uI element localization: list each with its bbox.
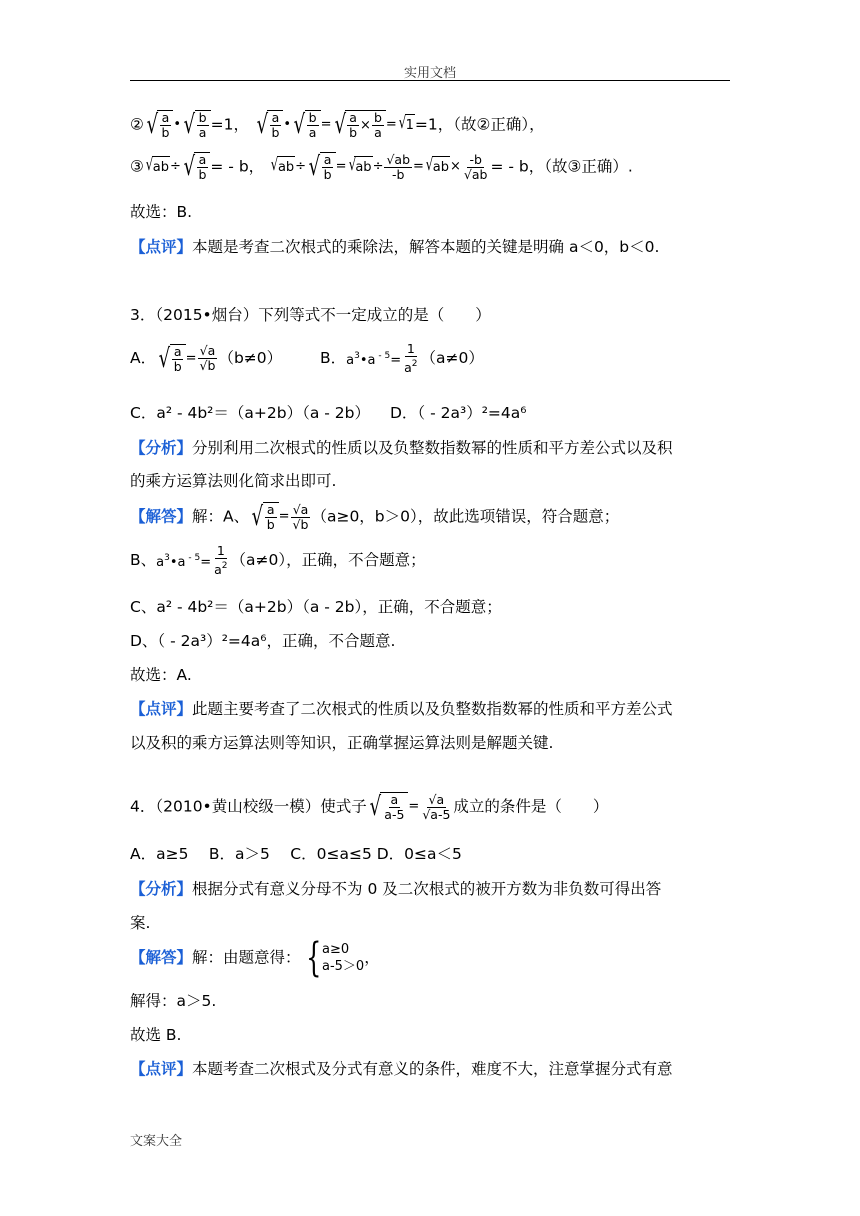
choose-line: 故选：B.	[130, 203, 193, 221]
review-text: 本题考查二次根式及分式有意义的条件，难度不大，注意掌握分式有意	[192, 1060, 673, 1078]
analysis-text: 分别利用二次根式的性质以及负整数指数幂的性质和平方差公式以及积	[192, 439, 673, 457]
radical: √ $\frac{a}{b}$	[306, 152, 336, 182]
question-3-title: 3．（2015•烟台）下列等式不一定成立的是（ ）	[130, 306, 491, 324]
question-4-title: 4．（2010•黄山校级一模）使式子 √ $\frac{a}{a-5}$ = $\frac{√a}{√a-5}$ 成立的条件是（ ）	[130, 792, 609, 822]
option-b-label: B．	[320, 349, 347, 367]
system-row: a≥0	[321, 942, 350, 957]
solution-line-system	[130, 938, 740, 986]
review-paragraph	[130, 698, 740, 720]
result-line: 解得：a＞5.	[130, 992, 217, 1010]
review-paragraph-cont: 以及积的乘方运算法则等知识，正确掌握运算法则是解题关键.	[130, 734, 554, 752]
analysis-paragraph-cont: 案.	[130, 914, 151, 932]
question-4-options: A．a≥5 B．a＞5 C．0≤a≤5 D．0≤a＜5	[130, 845, 462, 863]
text-run: =1，（故②正确），	[414, 115, 545, 134]
radical: √ ab	[144, 156, 170, 179]
radical: √ $\frac{a}{b}$	[254, 110, 284, 140]
page-footer: 文案大全	[130, 1134, 183, 1149]
solution-line-d: D、（ - 2a³）²=4a⁶，正确，不合题意.	[130, 632, 396, 650]
choose-line: 故选：A.	[130, 666, 192, 684]
review-text: 本题是考查二次根式的乘除法，解答本题的关键是明确 a＜0，b＜0.	[192, 238, 660, 256]
radical: √ $\frac{a}{b}$	[144, 110, 174, 140]
radical: √ $\frac{b}{a}$	[291, 110, 321, 140]
analysis-paragraph	[130, 878, 740, 900]
radical: √ 1	[397, 114, 415, 137]
text-run: 解：A、	[192, 507, 250, 526]
analysis-paragraph	[130, 437, 740, 459]
review-tag: 【点评】	[130, 700, 193, 718]
line-item-2: ② √ $\frac{a}{b}$ • √ $\frac{b}{a}$ =1， √ $\frac{a}{b}$ • √ $\frac{b}{a}$ = √ $\frac{a}{b}$ × $\frac{b}{a}$ = √ 1 =1，（故②正确），	[130, 110, 545, 140]
question-3-options-cd	[130, 402, 740, 424]
option-a-text: （b≠0）	[218, 349, 283, 367]
review-paragraph	[130, 1058, 740, 1080]
option-d-text: D．（ - 2a³）²=4a⁶	[389, 404, 527, 422]
item-3-marker: ③	[130, 157, 144, 176]
option-c-text: C．a² - 4b²＝（a+2b）（a - 2b）	[130, 404, 370, 422]
text-run: = - b，（故③正确）.	[490, 157, 633, 176]
radical: √ ab	[347, 156, 373, 179]
text-run: ，	[364, 948, 380, 967]
system-row: a-5＞0	[321, 959, 365, 974]
analysis-paragraph-cont: 的乘方运算法则化简求出即可.	[130, 472, 337, 490]
radical: √ $\frac{a}{b}$	[181, 152, 211, 182]
radical: √ $\frac{a}{b}$	[156, 344, 186, 374]
analysis-text: 根据分式有意义分母不为 0 及二次根式的被开方数为非负数可得出答	[192, 880, 662, 898]
item-2-marker: ②	[130, 115, 144, 134]
text-run: 解：由题意得：	[192, 948, 301, 967]
radical: √ $\frac{b}{a}$	[181, 110, 211, 140]
solution-line-b: B、$a^3•a$ $^{- 5}$= $\frac{1}{a^2}$ （a≠0），正确，不合题意；	[130, 544, 426, 577]
solution-line-c: C、a² - 4b²＝（a+2b）（a - 2b），正确，不合题意；	[130, 598, 502, 616]
radical: √ $\frac{a}{b}$ × $\frac{b}{a}$	[332, 110, 386, 140]
review-text: 此题主要考查了二次根式的性质以及负整数指数幂的性质和平方差公式	[192, 700, 673, 718]
equation-system: { a≥0 a-5＞0	[305, 938, 365, 981]
line-item-3: ③ √ ab ÷ √ $\frac{a}{b}$ = - b， √ ab ÷ √ $\frac{a}{b}$ = √ ab ÷ $\frac{√ab}{-b}$ = √ ab × $\frac{-b}{√ab}$ = - b，（故③正确）.	[130, 152, 633, 182]
choose-line: 故选 B.	[130, 1026, 182, 1044]
option-b-text: （a≠0）	[420, 349, 484, 367]
radical: √ ab	[424, 156, 450, 179]
radical: √ $\frac{a}{a-5}$	[367, 792, 409, 822]
text-run: =1，	[210, 115, 249, 134]
text-run: 成立的条件是（ ）	[453, 797, 609, 816]
text-run: （a≥0，b＞0），故此选项错误，符合题意；	[311, 507, 620, 526]
solution-tag: 【解答】	[130, 507, 193, 526]
text-run: 4．（2010•黄山校级一模）使式子	[130, 797, 367, 816]
review-tag: 【点评】	[130, 1060, 193, 1078]
solution-tag: 【解答】	[130, 948, 193, 967]
text-run: = - b，	[210, 157, 265, 176]
analysis-tag: 【分析】	[130, 439, 193, 457]
review-tag: 【点评】	[130, 238, 193, 256]
header-rule	[130, 80, 730, 81]
review-paragraph	[130, 236, 740, 258]
analysis-tag: 【分析】	[130, 880, 193, 898]
solution-line-a: 【解答】解：A、 √ $\frac{a}{b}$ = $\frac{√a}{√b}$ （a≥0，b＞0），故此选项错误，符合题意；	[130, 502, 620, 532]
option-a-label: A．	[130, 349, 157, 367]
page-header: 实用文档	[403, 66, 456, 81]
question-3-options-ab: A． √ $\frac{a}{b}$ = $\frac{√a}{√b}$ （b≠0） B．$a^3•a$ $^{- 5}$= $\frac{1}{a^2}$ （a≠0）	[130, 342, 484, 375]
text-run: （a≠0），正确，不合题意；	[230, 551, 426, 569]
text-run: B、	[130, 551, 157, 569]
radical: √ $\frac{a}{b}$	[249, 502, 279, 532]
radical: √ ab	[269, 156, 295, 179]
